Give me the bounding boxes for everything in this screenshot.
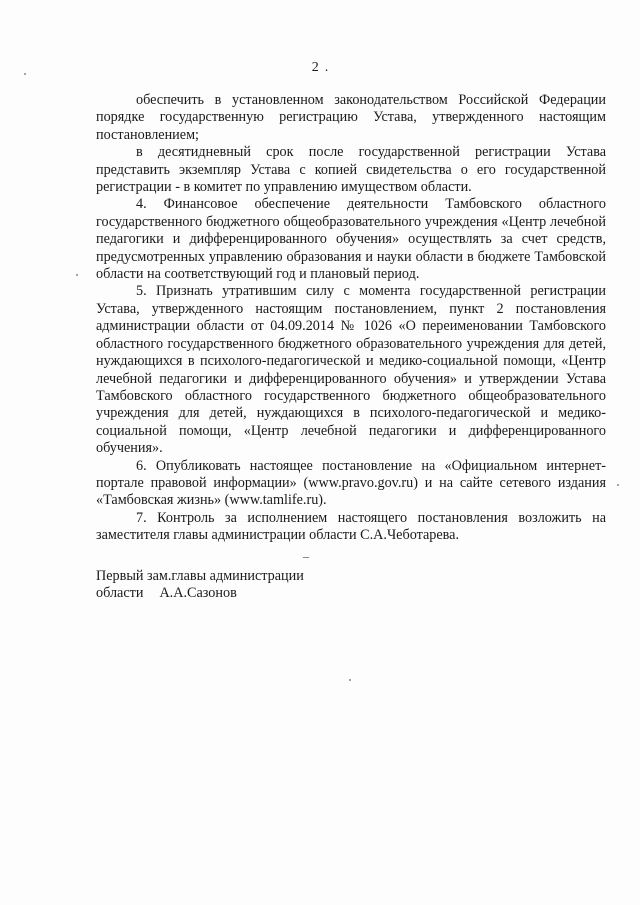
paragraph-obligation-certificate: в десятидневный срок после государственной регистрации Устава представить экземпляр Устава с копией свидетельства о его государственной регистрации - в комитет по управлению имуществом области. <box>96 144 606 196</box>
page-number-value: 2 <box>311 60 319 75</box>
scan-speck <box>349 679 351 681</box>
signature-position-line2: области <box>96 585 144 602</box>
page-mark: . <box>324 60 329 75</box>
signatory-name: А.А.Сазонов <box>159 585 237 602</box>
signature-block <box>96 568 304 603</box>
scan-speck <box>76 274 78 276</box>
paragraph-item-4-financing: 4. Финансовое обеспечение деятельности Тамбовского областного государственного бюджетного общеобразовательного учреждения «Центр лечебной педагогики и дифференцированного обучения» осуществлять за счет средств, предусмотренных управлению образования и науки области в бюджете Тамбовской области на соответствующий год и плановый период. <box>96 196 606 283</box>
signature-position-line1: Первый зам.главы администрации <box>96 568 304 584</box>
scan-speck <box>24 73 26 75</box>
scan-speck <box>303 557 309 558</box>
page-number <box>0 60 640 76</box>
paragraph-item-7-control: 7. Контроль за исполнением настоящего постановления возложить на заместителя главы администрации области С.А.Чеботарева. <box>96 509 606 544</box>
signature-line2 <box>96 585 304 602</box>
paragraph-item-6-publication: 6. Опубликовать настоящее постановление на «Официальном интернет-портале правовой информации» (www.pravo.gov.ru) и на сайте сетевого издания «Тамбовская жизнь» (www.tamlife.ru). <box>96 457 606 509</box>
scan-speck <box>617 484 619 486</box>
document-body <box>96 92 606 545</box>
paragraph-item-5-repeal: 5. Признать утратившим силу с момента государственной регистрации Устава, утвержденного настоящим постановлением, пункт 2 постановления администрации области от 04.09.2014 № 1026 «О переименовании Тамбовского областного государственного бюджетного образовательного учреждения для детей, нуждающихся в психолого-педагогической и медико-социальной помощи, «Центр лечебной педагогики и дифференцированного обучения» и утверждении Устава Тамбовского областного государственного бюджетного общеобразовательного учреждения для детей, нуждающихся в психолого-педагогической и медико-социальной помощи, «Центр лечебной педагогики и дифференцированного обучения». <box>96 283 606 457</box>
paragraph-obligation-registration: обеспечить в установленном законодательством Российской Федерации порядке государственную регистрацию Устава, утвержденного настоящим постановлением; <box>96 92 606 143</box>
